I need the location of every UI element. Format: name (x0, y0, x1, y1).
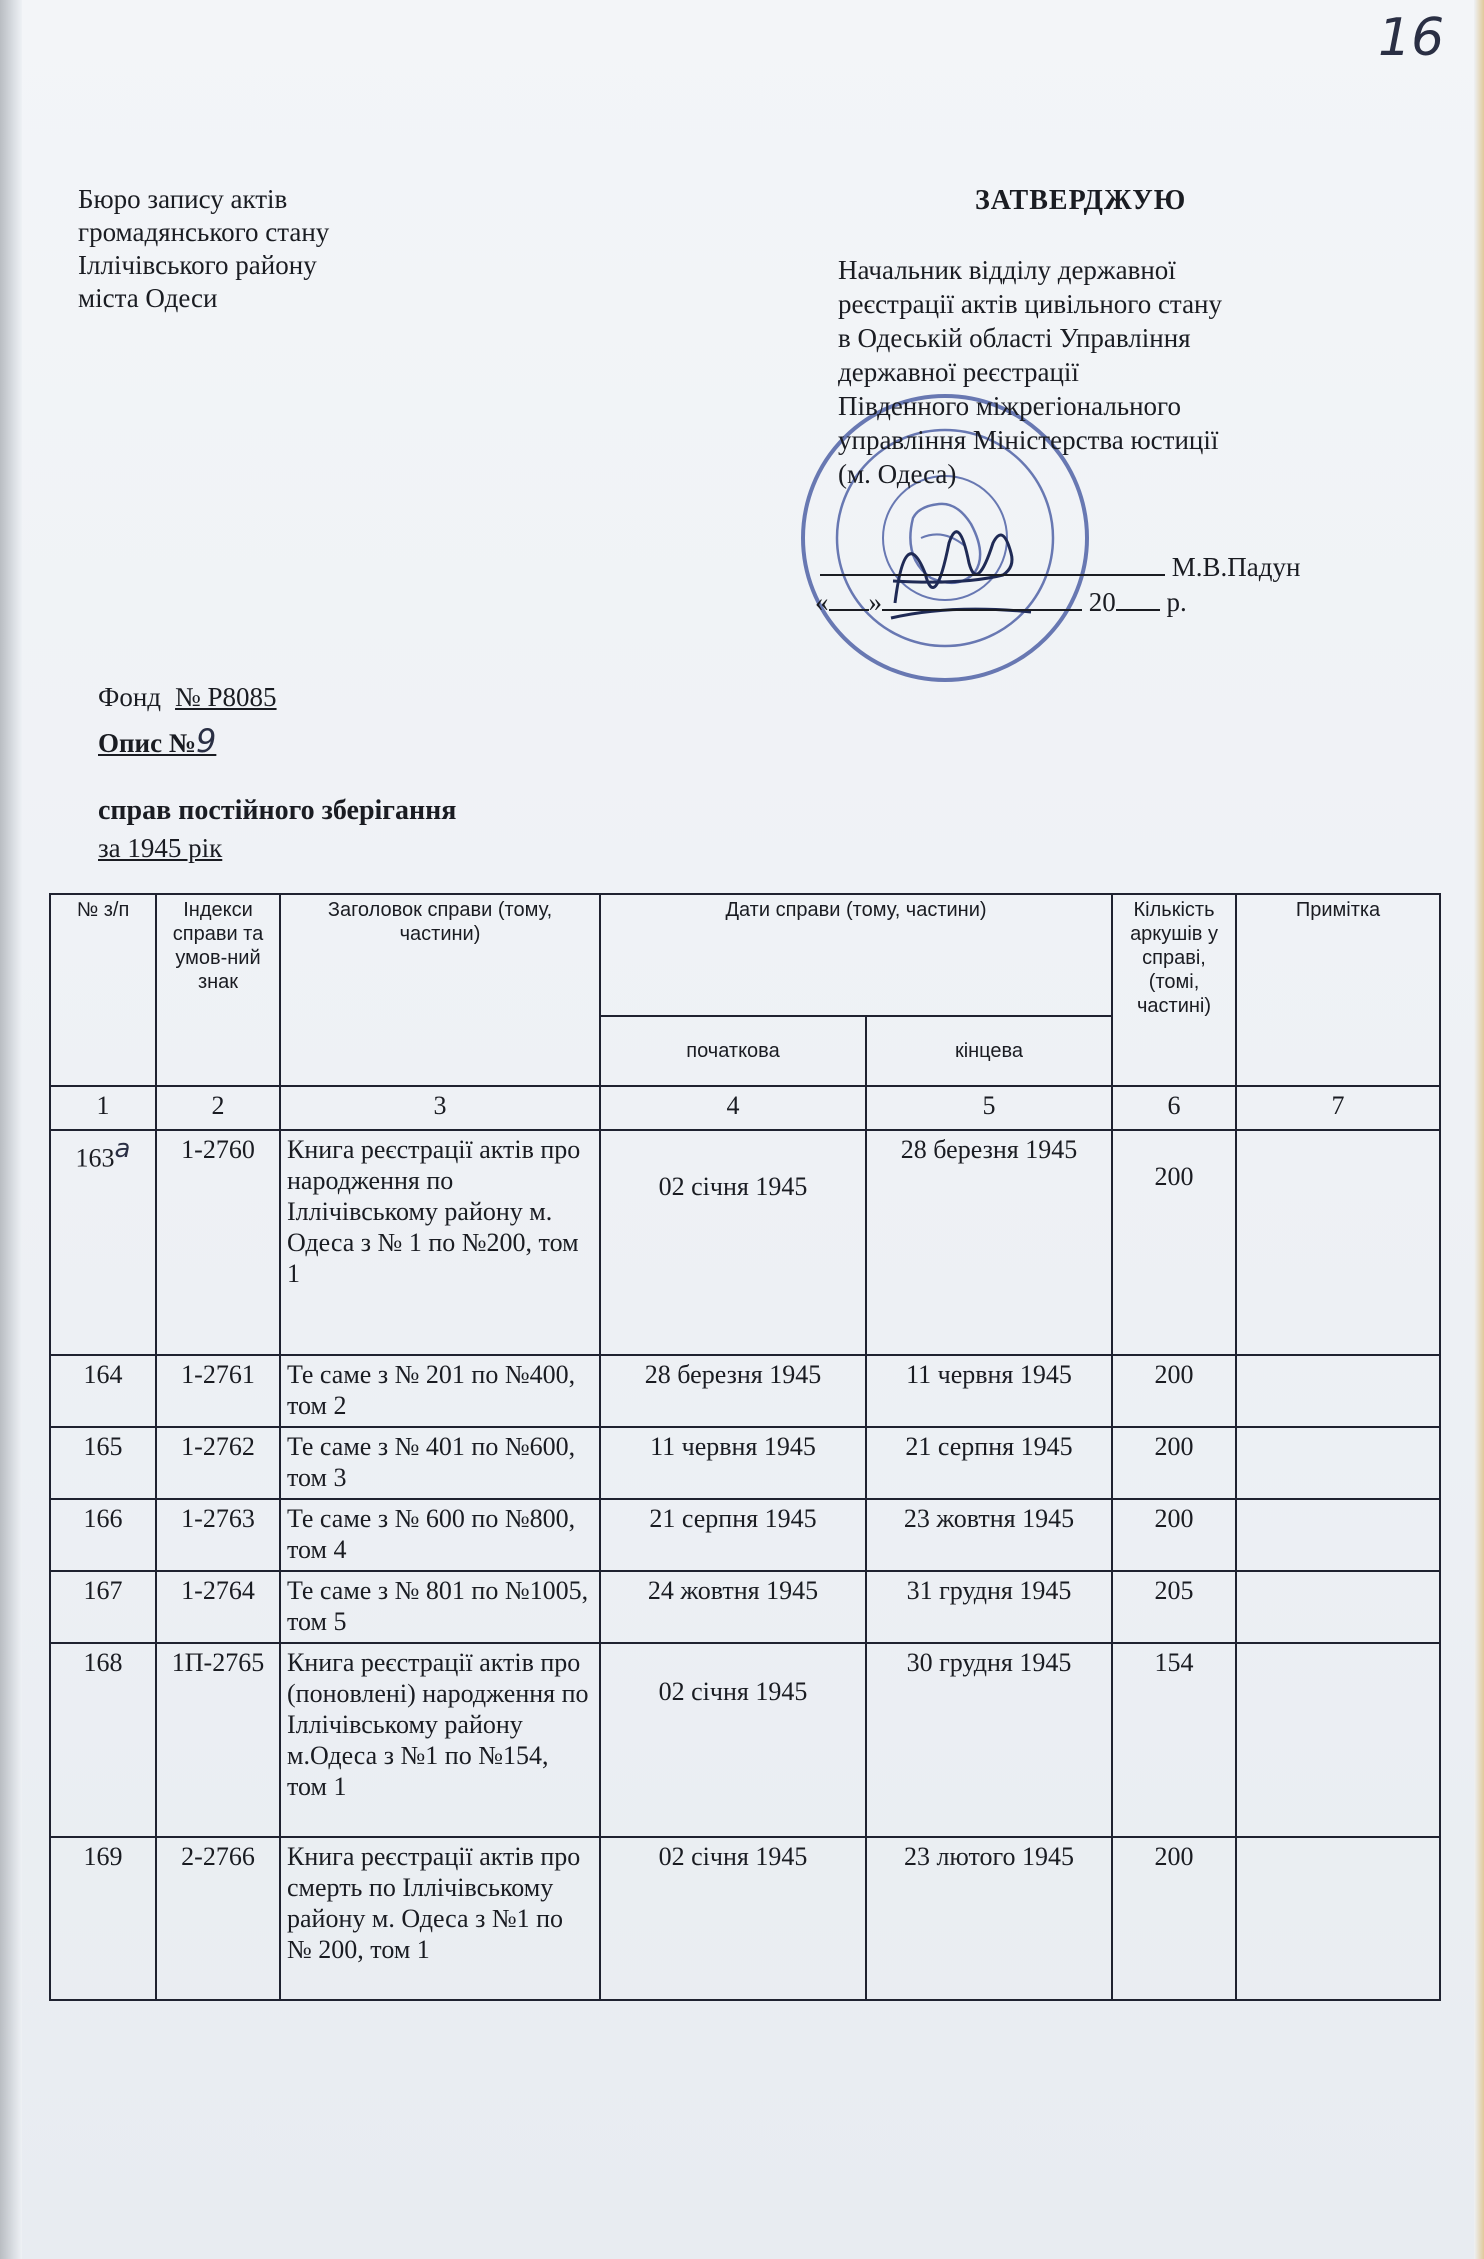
approval-title: ЗАТВЕРДЖУЮ (975, 185, 1187, 216)
table-row (50, 1130, 1440, 1355)
row-end-date: 21 серпня 1945 (866, 1427, 1112, 1499)
organization-line: Іллічівського району (78, 250, 317, 280)
page-edge (1474, 0, 1484, 2259)
row-title: Книга реєстрації актів про (поновлені) народження по Іллічівському району м.Одеса з №1 по №154, том 1 (280, 1643, 600, 1837)
row-start-date: 24 жовтня 1945 (600, 1571, 866, 1643)
column-number: 1 (50, 1086, 156, 1130)
register-table (49, 893, 1441, 2001)
fond-label: Фонд (98, 682, 162, 712)
year-line: за 1945 рік (98, 833, 223, 863)
row-note (1236, 1427, 1440, 1499)
row-index: 1-2762 (156, 1427, 280, 1499)
row-end-date: 23 лютого 1945 (866, 1837, 1112, 2000)
approval-block (838, 253, 1358, 491)
row-start-date: 21 серпня 1945 (600, 1499, 866, 1571)
header-dates-group: Дати справи (тому, частини) (600, 894, 1112, 1016)
row-note (1236, 1571, 1440, 1643)
row-start-date: 02 січня 1945 (600, 1837, 866, 2000)
table-row (50, 1355, 1440, 1427)
row-note (1236, 1837, 1440, 2000)
column-number: 2 (156, 1086, 280, 1130)
row-note (1236, 1355, 1440, 1427)
column-number: 7 (1236, 1086, 1440, 1130)
row-number: 169 (50, 1837, 156, 2000)
row-number-value: 163 (75, 1143, 115, 1173)
signer-name: М.В.Падун (1171, 552, 1301, 582)
day-blank (829, 587, 869, 611)
approval-line: Південного міжрегіонального (838, 391, 1181, 421)
approval-line: управління Міністерства юстиції (838, 425, 1219, 455)
date-year-prefix: 20 (1088, 587, 1116, 617)
handwritten-page-number: 16 (1378, 8, 1445, 68)
row-index: 1-2763 (156, 1499, 280, 1571)
row-index: 1П-2765 (156, 1643, 280, 1837)
row-sheet-count: 200 (1112, 1427, 1236, 1499)
table-row (50, 1837, 1440, 2000)
year-blank (1116, 587, 1160, 611)
column-number: 6 (1112, 1086, 1236, 1130)
row-title: Те саме з № 201 по №400, том 2 (280, 1355, 600, 1427)
header-sheets: Кількість аркушів у справі, (томі, частині) (1112, 894, 1236, 1086)
signature-line (820, 552, 1300, 583)
row-title: Те саме з № 801 по №1005, том 5 (280, 1571, 600, 1643)
header-index: Індекси справи та умов-ний знак (156, 894, 280, 1086)
row-start-date: 02 січня 1945 (600, 1643, 866, 1837)
row-end-date: 23 жовтня 1945 (866, 1499, 1112, 1571)
organization-line: Бюро запису актів (78, 184, 288, 214)
organization-line: громадянського стану (78, 217, 330, 247)
row-number: 165 (50, 1427, 156, 1499)
signature-underline (820, 554, 1165, 576)
row-title: Те саме з № 401 по №600, том 3 (280, 1427, 600, 1499)
column-number: 4 (600, 1086, 866, 1130)
approval-line: (м. Одеса) (838, 459, 957, 489)
row-end-date: 11 червня 1945 (866, 1355, 1112, 1427)
row-end-date: 28 березня 1945 (866, 1130, 1112, 1355)
opys-line (98, 722, 216, 760)
row-index: 2-2766 (156, 1837, 280, 2000)
table-row (50, 1571, 1440, 1643)
column-number: 3 (280, 1086, 600, 1130)
row-index: 1-2764 (156, 1571, 280, 1643)
table-row (50, 1643, 1440, 1837)
table-row (50, 1427, 1440, 1499)
date-close-quote: » (868, 587, 882, 617)
approval-line: Начальник відділу державної (838, 255, 1176, 285)
row-title: Книга реєстрації актів про народження по Іллічівському району м. Одеса з № 1 по №200, том 1 (280, 1130, 600, 1355)
header-note: Примітка (1236, 894, 1440, 1086)
row-number: 167 (50, 1571, 156, 1643)
column-number-row (50, 1086, 1440, 1130)
row-sheet-count: 200 (1112, 1355, 1236, 1427)
opys-number-handwritten: 9 (195, 722, 217, 760)
opys-label: Опис № (98, 728, 196, 758)
row-note (1236, 1499, 1440, 1571)
row-sheet-count: 200 (1112, 1499, 1236, 1571)
row-start-date: 28 березня 1945 (600, 1355, 866, 1427)
row-index: 1-2760 (156, 1130, 280, 1355)
row-note (1236, 1643, 1440, 1837)
handwritten-letter-mark: а (114, 1134, 131, 1164)
row-number: 168 (50, 1643, 156, 1837)
row-start-date: 11 червня 1945 (600, 1427, 866, 1499)
column-number: 5 (866, 1086, 1112, 1130)
approval-date-line (815, 587, 1187, 618)
approval-line: реєстрації актів цивільного стану (838, 289, 1222, 319)
fond-line (98, 682, 277, 713)
row-number: 166 (50, 1499, 156, 1571)
date-open-quote: « (815, 587, 829, 617)
row-sheet-count: 200 (1112, 1130, 1236, 1355)
row-sheet-count: 154 (1112, 1643, 1236, 1837)
fond-number: № Р8085 (175, 682, 277, 712)
header-number: № з/п (50, 894, 156, 1086)
binding-edge (0, 0, 22, 2259)
row-title: Те саме з № 600 по №800, том 4 (280, 1499, 600, 1571)
document-subtitle: справ постійного зберігання (98, 795, 457, 826)
header-end-date: кінцева (866, 1016, 1112, 1086)
row-title: Книга реєстрації актів про смерть по Іллічівському району м. Одеса з №1 по № 200, том 1 (280, 1837, 600, 2000)
month-blank (882, 587, 1082, 611)
approval-line: в Одеській області Управління (838, 323, 1191, 353)
row-end-date: 30 грудня 1945 (866, 1643, 1112, 1837)
row-number: 164 (50, 1355, 156, 1427)
row-note (1236, 1130, 1440, 1355)
row-start-date: 02 січня 1945 (600, 1130, 866, 1355)
row-end-date: 31 грудня 1945 (866, 1571, 1112, 1643)
header-title: Заголовок справи (тому, частини) (280, 894, 600, 1086)
organization-block (78, 183, 438, 315)
row-sheet-count: 205 (1112, 1571, 1236, 1643)
organization-line: міста Одеси (78, 283, 218, 313)
row-number (50, 1130, 156, 1355)
row-sheet-count: 200 (1112, 1837, 1236, 2000)
header-start-date: початкова (600, 1016, 866, 1086)
table-row (50, 1499, 1440, 1571)
row-index: 1-2761 (156, 1355, 280, 1427)
approval-line: державної реєстрації (838, 357, 1079, 387)
date-suffix: р. (1166, 587, 1187, 617)
